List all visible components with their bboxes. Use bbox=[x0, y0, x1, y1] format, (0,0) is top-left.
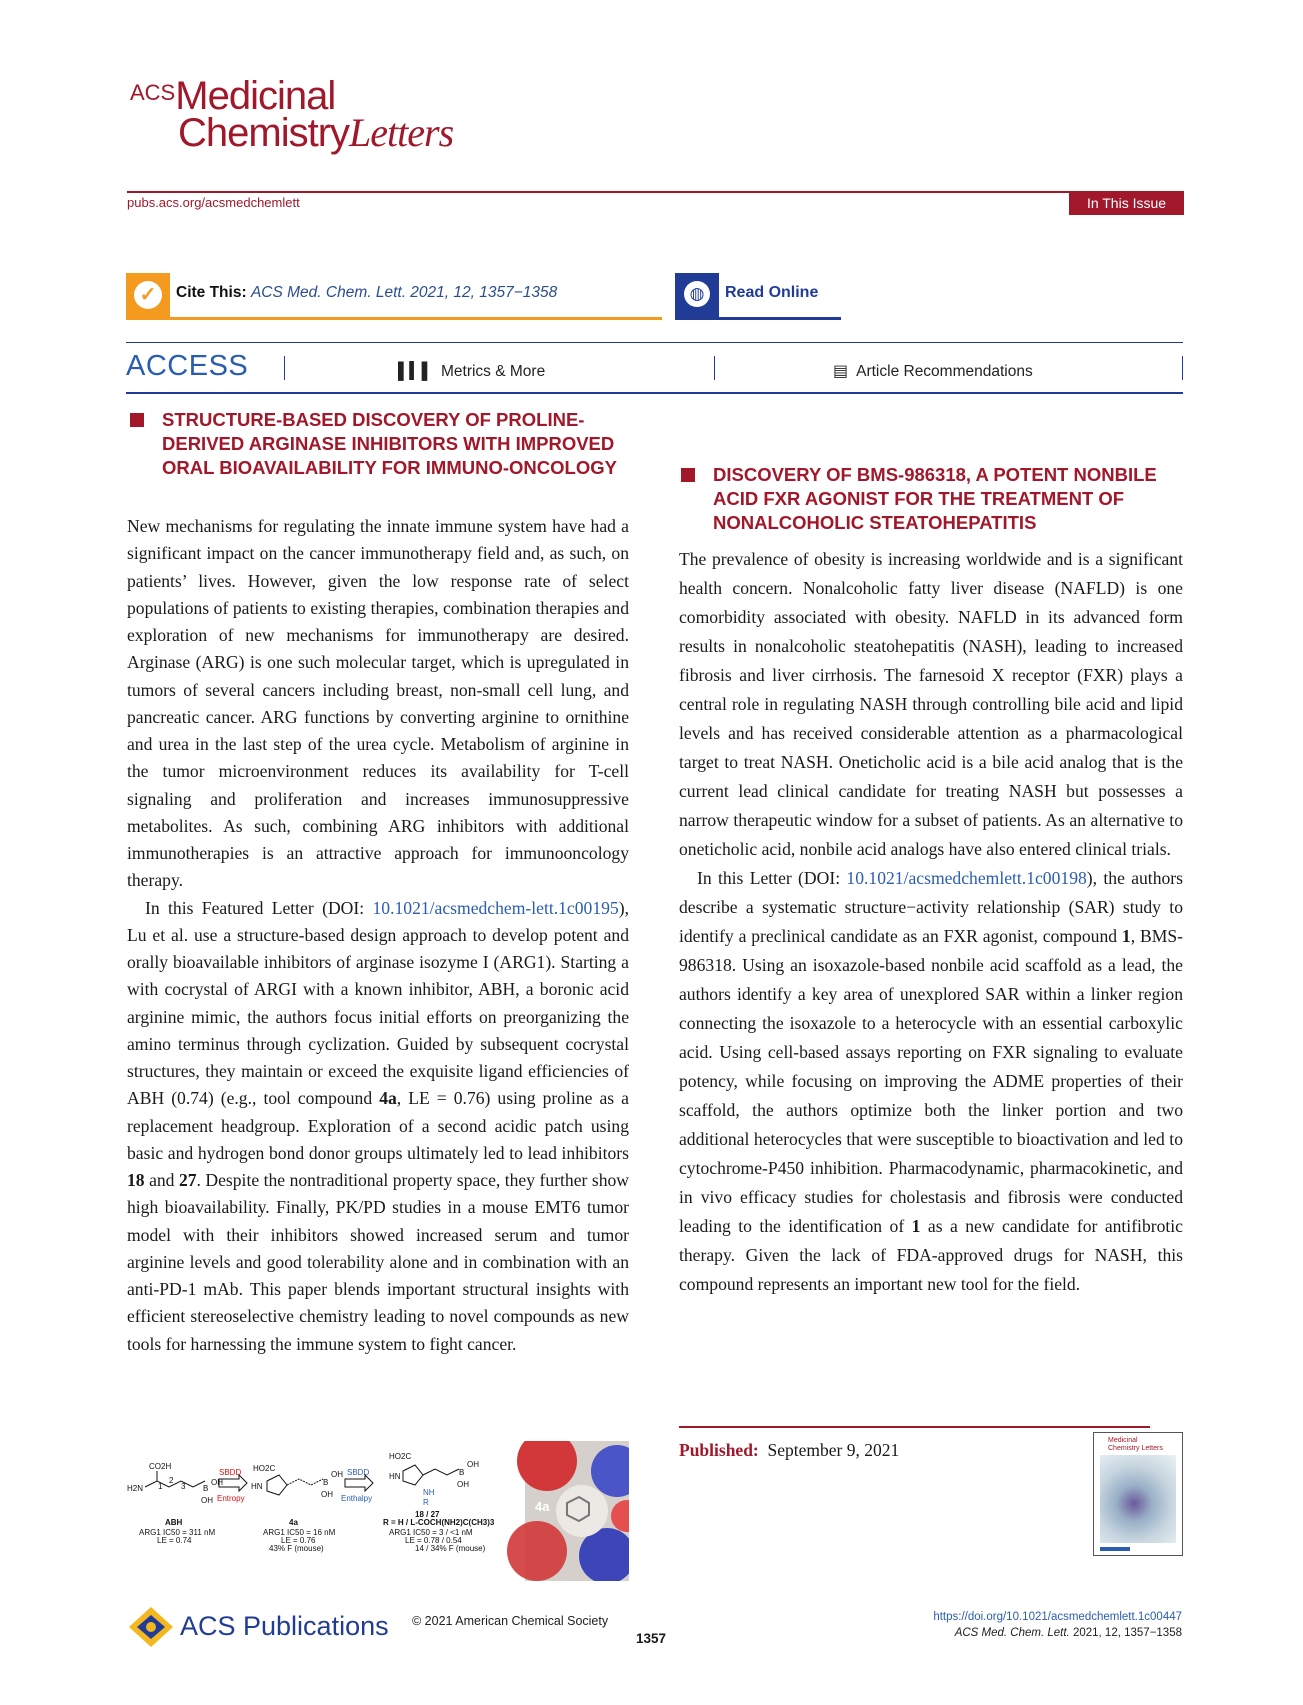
svg-text:SBDD: SBDD bbox=[347, 1468, 370, 1477]
bar-chart-icon: ▌▍▌ bbox=[398, 363, 433, 380]
published-date: September 9, 2021 bbox=[767, 1440, 900, 1460]
article2-doi-link[interactable]: 10.1021/acsmedchemlett.1c00198 bbox=[846, 868, 1087, 888]
article2-heading bbox=[713, 463, 1183, 535]
svg-text:4a: 4a bbox=[289, 1518, 298, 1527]
svg-text:R = H / L-COCH(NH2)C(CH3)3: R = H / L-COCH(NH2)C(CH3)3 bbox=[383, 1518, 495, 1527]
access-divider bbox=[284, 356, 285, 380]
logo-acs: ACS bbox=[130, 80, 176, 105]
abh-structure bbox=[127, 1462, 223, 1545]
svg-text:18 / 27: 18 / 27 bbox=[415, 1510, 440, 1519]
graphical-abstract bbox=[127, 1441, 629, 1581]
metrics-label: Metrics & More bbox=[440, 363, 546, 380]
logo-letters: Letters bbox=[349, 110, 454, 155]
cover-image bbox=[1100, 1455, 1176, 1543]
svg-text:3: 3 bbox=[181, 1482, 186, 1491]
heading-bullet bbox=[130, 413, 144, 427]
svg-text:LE = 0.74: LE = 0.74 bbox=[157, 1536, 192, 1545]
svg-text:HO2C: HO2C bbox=[253, 1464, 276, 1473]
article-recommendations-link[interactable] bbox=[833, 361, 1033, 381]
svg-text:43% F (mouse): 43% F (mouse) bbox=[269, 1544, 324, 1553]
svg-text:B: B bbox=[323, 1478, 329, 1487]
cite-text bbox=[176, 284, 557, 302]
svg-text:OH: OH bbox=[467, 1460, 479, 1469]
read-online-link[interactable]: Read Online bbox=[725, 284, 819, 301]
acs-hexagon-logo bbox=[127, 1605, 175, 1649]
article2-paragraph-2: In this Letter (DOI: 10.1021/acsmedchemlett.1c00198), the authors describe a systematic structure−activity relationship (SAR) study to identify a preclinical candidate as an FXR agonist, compound 1, BMS-986318. Using an isoxazole-based nonbile acid scaffold as a lead, the authors identify a key area of unexplored SAR within a linker region connecting the isoxazole to a heterocycle with an essential carboxylic acid. Using cell-based assays reporting on FXR signaling to evaluate potency, while focusing on improving the ADME properties of their scaffold, the authors optimize both the linker portion and two additional heterocycles that were susceptible to bioactivation and led to cytochrome-P450 inhibition. Pharmacodynamic, pharmacokinetic, and in vivo efficacy studies for cholestasis and fibrosis were conducted leading to the identification of 1 as a new candidate for antifibrotic therapy. Given the lack of FDA-approved drugs for NASH, this compound represents an important new tool for the field. bbox=[679, 868, 1184, 1294]
newspaper-icon: ▤ bbox=[833, 363, 849, 380]
cite-underline bbox=[126, 317, 662, 320]
svg-text:B: B bbox=[203, 1484, 209, 1493]
article2-heading-text: DISCOVERY OF BMS-986318, A POTENT NONBILE ACID FXR AGONIST FOR THE TREATMENT OF NONALCOHOLIC STEATOHEPATITIS bbox=[713, 464, 1157, 533]
article1-heading-text: STRUCTURE-BASED DISCOVERY OF PROLINE-DERIVED ARGINASE INHIBITORS WITH IMPROVED ORAL BIOAVAILABILITY FOR IMMUNO-ONCOLOGY bbox=[162, 409, 617, 478]
cite-label: Cite This: bbox=[176, 284, 247, 301]
article1-paragraph-2: In this Featured Letter (DOI: 10.1021/acsmedchem-lett.1c00195), Lu et al. use a structure-based design approach to develop potent and orally bioavailable inhibitors of arginase isozyme I (ARG1). Starting a with cocrystal of ARGI with a known inhibitor, ABH, a boronic acid arginine mimic, the authors focus initial efforts on preorganizing the amino terminus through cyclization. Guided by subsequent cocrystal structures, they maintain or exceed the exquisite ligand efficiencies of ABH (0.74) (e.g., tool compound 4a, LE = 0.76) using proline as a replacement headgroup. Exploration of a second acidic patch using basic and hydrogen bond donor groups ultimately led to lead inhibitors 18 and 27. Despite the nontraditional property space, they further show high bioavailability. Finally, PK/PD studies in a mouse EMT6 tumor model with their inhibitors showed increased serum and tumor arginine levels and good tolerability alone and in combination with an anti-PD-1 mAb. This paper blends important structural insights with efficient stereoselective chemistry leading to novel compounds as new tools for harnessing the immune system to fight cancer. bbox=[127, 897, 629, 1354]
svg-text:Enthalpy: Enthalpy bbox=[341, 1494, 373, 1503]
svg-text:2: 2 bbox=[169, 1476, 174, 1485]
footer-citation: ACS Med. Chem. Lett. 2021, 12, 1357−1358 bbox=[954, 1627, 1182, 1639]
svg-text:OH: OH bbox=[457, 1480, 469, 1489]
article2-body bbox=[679, 545, 1183, 1299]
cocrystal-surface-image bbox=[507, 1441, 629, 1581]
acs-publications-wordmark: ACS Publications bbox=[180, 1611, 389, 1641]
svg-text:Entropy: Entropy bbox=[217, 1494, 245, 1503]
article2-paragraph-1: The prevalence of obesity is increasing worldwide and is a significant health concern. Nonalcoholic fatty liver disease (NAFLD) is one comorbidity associated with obesity. NAFLD in its advanced form results in nonalcoholic steatohepatitis (NASH), leading to increased fibrosis and liver cirrhosis. The farnesoid X receptor (FXR) plays a central role in regulating NASH through controlling bile acid and lipid levels and has received considerable attention as a pharmacological target to treat NASH. Oneticholic acid is a bile acid analog that is the current lead clinical candidate for treating NASH but possesses a narrow therapeutic window for a subset of patients. As an alternative to oneticholic acid, nonbile acid analogs have also entered clinical trials. bbox=[679, 549, 1183, 859]
access-bar-top-rule bbox=[126, 342, 1183, 343]
svg-text:OH: OH bbox=[321, 1490, 333, 1499]
svg-text:LE = 0.76: LE = 0.76 bbox=[281, 1536, 316, 1545]
published-rule bbox=[679, 1426, 1150, 1428]
cover-title: Medicinal Chemistry Letters bbox=[1108, 1437, 1163, 1452]
svg-text:SBDD: SBDD bbox=[219, 1468, 242, 1477]
svg-text:OH: OH bbox=[211, 1478, 223, 1487]
header-rule bbox=[127, 191, 1184, 193]
svg-text:H2N: H2N bbox=[127, 1484, 144, 1493]
heading-bullet bbox=[681, 468, 695, 482]
journal-logo bbox=[130, 74, 453, 156]
access-label: ACCESS bbox=[126, 350, 249, 382]
compound-27: 27 bbox=[178, 1170, 197, 1190]
compound-1: 1 bbox=[1121, 926, 1131, 946]
svg-text:HN: HN bbox=[389, 1472, 401, 1481]
svg-text:4a: 4a bbox=[535, 1499, 550, 1514]
compound-18: 18 bbox=[127, 1170, 145, 1190]
published-label: Published: bbox=[679, 1440, 759, 1460]
svg-text:HO2C: HO2C bbox=[389, 1452, 412, 1461]
access-bar-bottom-rule bbox=[126, 392, 1183, 394]
svg-text:B: B bbox=[459, 1468, 465, 1477]
svg-text:NH: NH bbox=[423, 1488, 435, 1497]
recommendations-label: Article Recommendations bbox=[856, 363, 1033, 380]
page-number: 1357 bbox=[636, 1631, 667, 1646]
svg-text:ARG1 IC50 = 311 nM: ARG1 IC50 = 311 nM bbox=[139, 1528, 216, 1537]
checkmark-icon: ✓ bbox=[126, 273, 170, 317]
4a-structure bbox=[251, 1464, 343, 1553]
cite-this-bar[interactable] bbox=[126, 273, 662, 320]
18-27-structure bbox=[383, 1452, 495, 1553]
compound-4a: 4a bbox=[379, 1088, 397, 1109]
svg-text:ABH: ABH bbox=[165, 1518, 183, 1527]
cite-reference[interactable]: ACS Med. Chem. Lett. 2021, 12, 1357−1358 bbox=[250, 284, 558, 301]
svg-text:HN: HN bbox=[251, 1482, 263, 1491]
copyright: © 2021 American Chemical Society bbox=[412, 1614, 609, 1628]
svg-text:ARG1 IC50 = 3 / <1 nM: ARG1 IC50 = 3 / <1 nM bbox=[389, 1528, 473, 1537]
svg-text:CO2H: CO2H bbox=[149, 1462, 172, 1471]
journal-cover-thumbnail[interactable] bbox=[1093, 1432, 1183, 1556]
logo-medicinal: Medicinal bbox=[175, 74, 336, 118]
svg-text:14 / 34% F (mouse): 14 / 34% F (mouse) bbox=[415, 1544, 486, 1553]
svg-text:OH: OH bbox=[201, 1496, 213, 1505]
sbdd-arrow-2 bbox=[341, 1468, 373, 1503]
svg-text:R: R bbox=[423, 1498, 429, 1507]
article1-doi-link[interactable]: 10.1021/acsmedchem-lett.1c00195 bbox=[372, 897, 619, 918]
metrics-divider bbox=[714, 356, 715, 380]
article1-body bbox=[127, 513, 629, 1358]
article1-heading bbox=[162, 408, 632, 480]
cover-footer-mark bbox=[1100, 1547, 1130, 1551]
svg-text:ARG1 IC50 = 16 nM: ARG1 IC50 = 16 nM bbox=[263, 1528, 336, 1537]
compound-1-ref: 1 bbox=[911, 1216, 921, 1236]
logo-chemistry: Chemistry bbox=[178, 111, 350, 155]
svg-text:LE = 0.78 / 0.54: LE = 0.78 / 0.54 bbox=[405, 1536, 462, 1545]
read-underline bbox=[675, 317, 841, 320]
footer-doi-link[interactable]: https://doi.org/10.1021/acsmedchemlett.1c00447 bbox=[933, 1611, 1182, 1623]
article1-paragraph-1: New mechanisms for regulating the innate immune system have had a significant impact on the cancer immunotherapy field and, as such, on patients’ lives. However, given the low response rate of select populations of patients to existing therapies, combination therapies and exploration of new mechanisms for immunotherapy are desired. Arginase (ARG) is one such molecular target, which is upregulated in tumors of several cancers including breast, non-small cell lung, and pancreatic cancer. ARG functions by converting arginine to ornithine and urea in the last step of the urea cycle. Metabolism of arginine in the tumor microenvironment reduces its availability for T-cell signaling and proliferation and increases immunosuppressive metabolites. As such, combining ARG inhibitors with additional immunotherapies is an attractive approach for immunooncology therapy. bbox=[127, 516, 629, 891]
recs-divider bbox=[1182, 356, 1183, 380]
svg-text:OH: OH bbox=[331, 1470, 343, 1479]
metrics-more-link[interactable] bbox=[398, 361, 545, 381]
section-badge: In This Issue bbox=[1069, 191, 1184, 215]
toc-graphic bbox=[127, 1441, 629, 1581]
read-online-bar[interactable] bbox=[675, 273, 841, 320]
svg-text:1: 1 bbox=[158, 1482, 163, 1491]
journal-url[interactable]: pubs.acs.org/acsmedchemlett bbox=[127, 195, 300, 210]
globe-icon: ◍ bbox=[675, 273, 719, 317]
published-info bbox=[679, 1440, 899, 1461]
